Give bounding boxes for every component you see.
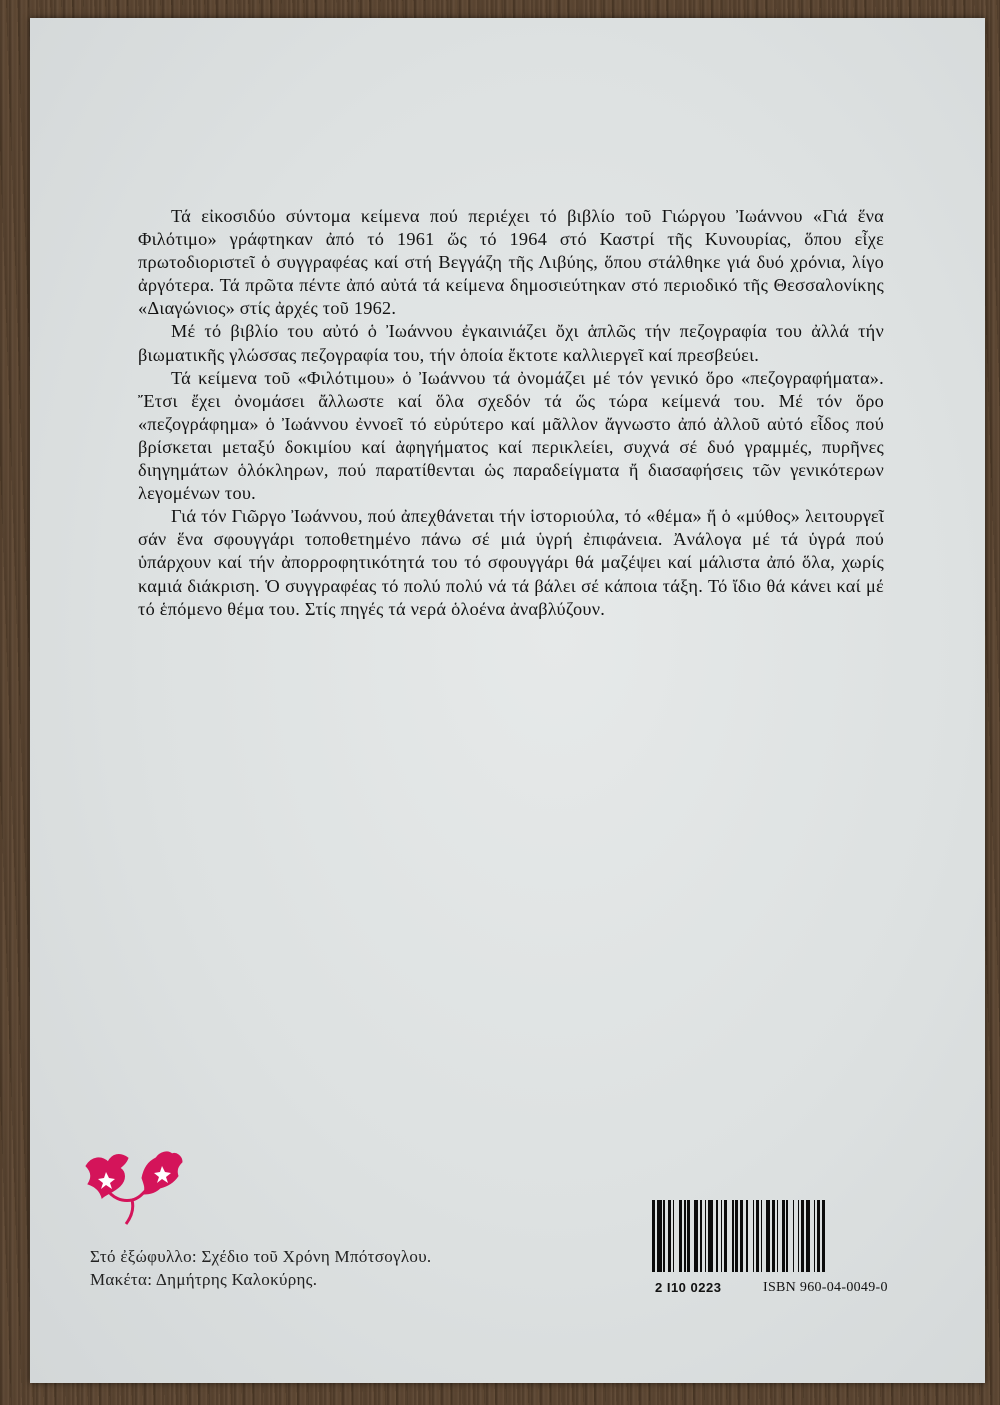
barcode-bar (761, 1200, 763, 1272)
barcode-bar (798, 1200, 800, 1272)
barcode-bar (772, 1200, 775, 1272)
barcode-bar (817, 1200, 820, 1272)
barcode-bar (766, 1200, 771, 1272)
barcode-bar (700, 1200, 702, 1272)
barcode-bar (746, 1200, 748, 1272)
barcode-bar (668, 1200, 671, 1272)
barcode-bar (684, 1200, 686, 1272)
barcode-bar (814, 1200, 816, 1272)
barcode-bar (721, 1200, 723, 1272)
layout-credit: Μακέτα: Δημήτρης Καλοκύρης. (90, 1270, 318, 1289)
barcode-bar (716, 1200, 718, 1272)
barcode-bar (782, 1200, 785, 1272)
barcode-bar (735, 1200, 738, 1272)
barcode-bar (705, 1200, 707, 1272)
barcode-bar (732, 1200, 734, 1272)
barcode-bar (740, 1200, 743, 1272)
barcode-bar (687, 1200, 690, 1272)
blurb-text (138, 205, 884, 621)
blurb-paragraph-3: Τά κείμενα τοῦ «Φιλότιμου» ὁ Ἰωάννου τά ὀνομάζει μέ τόν γενικό ὅρο «πεζογραφήματα». Ἔτσι ἔχει ὀνομάσει ἄλλωστε καί ὅλα σχεδόν τά ὥς τώρα κείμενά του. Μέ τόν ὅρο «πεζογράφημα» ὁ Ἰωάννου ἐννοεῖ τό εὐρύτερο καί μᾶλλον ἄγνωστο ἀπό ἀλλοῦ αὐτό εἶδος πού βρίσκεται μεταξύ δοκιμίου καί ἀφηγήματος καί περικλείει, συχνά σέ δυό γραμμές, πυρῆνες διηγημάτων ὁλόκληρων, πού παρατίθενται ὡς παραδείγματα ἤ διασαφήσεις τῶν γενικότερων λεγομένων του. (138, 367, 884, 504)
barcode-bar (806, 1200, 811, 1272)
barcode-bar (753, 1200, 755, 1272)
barcode-bar (786, 1200, 788, 1272)
barcode-bar (777, 1200, 779, 1272)
barcode-bar (679, 1200, 682, 1272)
cover-credit: Στό ἐξώφυλλο: Σχέδιο τοῦ Χρόνη Μπότσογλου. (90, 1247, 432, 1266)
blurb-paragraph-4: Γιά τόν Γιῶργο Ἰωάννου, πού ἀπεχθάνεται τήν ἱστοριούλα, τό «θέμα» ἤ ὁ «μύθος» λειτουργεῖ σάν ἕνα σφουγγάρι τοποθετημένο πάνω σέ μιά ὑγρή ἐπιφάνεια. Ἀνάλογα μέ τά ὑγρά πού ὑπάρχουν καί τήν ἀπορροφητικότητά του τό σφουγγάρι θά μαζέψει καί μάλιστα ἀπό ὅλα, χωρίς καμιά διάκριση. Ὁ συγγραφέας τό πολύ πολύ νά τά βάλει σέ κάποια τάξη. Τό ἴδιο θά κάνει καί μέ τό ἑπόμενο θέμα του. Στίς πηγές τά νερά ὁλοένα ἀναβλύζουν. (138, 506, 884, 619)
barcode-bar (793, 1200, 795, 1272)
barcode-bar (724, 1200, 727, 1272)
ivy-leaves-logo-icon (82, 1148, 187, 1228)
barcode-bar (673, 1200, 675, 1272)
barcode-bar (801, 1200, 804, 1272)
blurb-paragraph-2: Μέ τό βιβλίο του αὐτό ὁ Ἰωάννου ἐγκαινιάζει ὄχι ἁπλῶς τήν πεζογραφία του ἀλλά τήν βιωματικῆς γλώσσας πεζογραφία του, τήν ὁποία ἔκτοτε καλλιεργεῖ καί πρεσβεύει. (138, 321, 884, 365)
isbn-row (655, 1280, 915, 1295)
credits (90, 1245, 431, 1291)
blurb-paragraph-1: Τά εἰκοσιδύο σύντομα κείμενα πού περιέχει τό βιβλίο τοῦ Γιώργου Ἰωάννου «Γιά ἕνα Φιλότιμο» γράφτηκαν ἀπό τό 1961 ὥς τό 1964 στό Καστρί τῆς Κυνουρίας, ὅπου εἶχε πρωτοδιοριστεῖ ὁ συγγραφέας καί στή Βεγγάζη τῆς Λιβύης, ὅπου στάλθηκε γιά δυό χρόνια, λίγο ἀργότερα. Τά πρῶτα πέντε ἀπό αὐτά τά κείμενα δημοσιεύτηκαν στό περιοδικό τῆς Θεσσαλονίκης «Διαγώνιος» στίς ἀρχές τοῦ 1962. (138, 206, 884, 319)
barcode-bar (652, 1200, 655, 1272)
barcode-bar (708, 1200, 713, 1272)
isbn-number: ISBN 960-04-0049-0 (763, 1280, 888, 1295)
barcode-code: 2 I10 0223 (655, 1280, 722, 1295)
barcode (652, 1200, 907, 1272)
barcode-bar (657, 1200, 662, 1272)
barcode-bar (663, 1200, 665, 1272)
barcode-bar (694, 1200, 699, 1272)
barcode-bar (822, 1200, 825, 1272)
barcode-bar (756, 1200, 759, 1272)
